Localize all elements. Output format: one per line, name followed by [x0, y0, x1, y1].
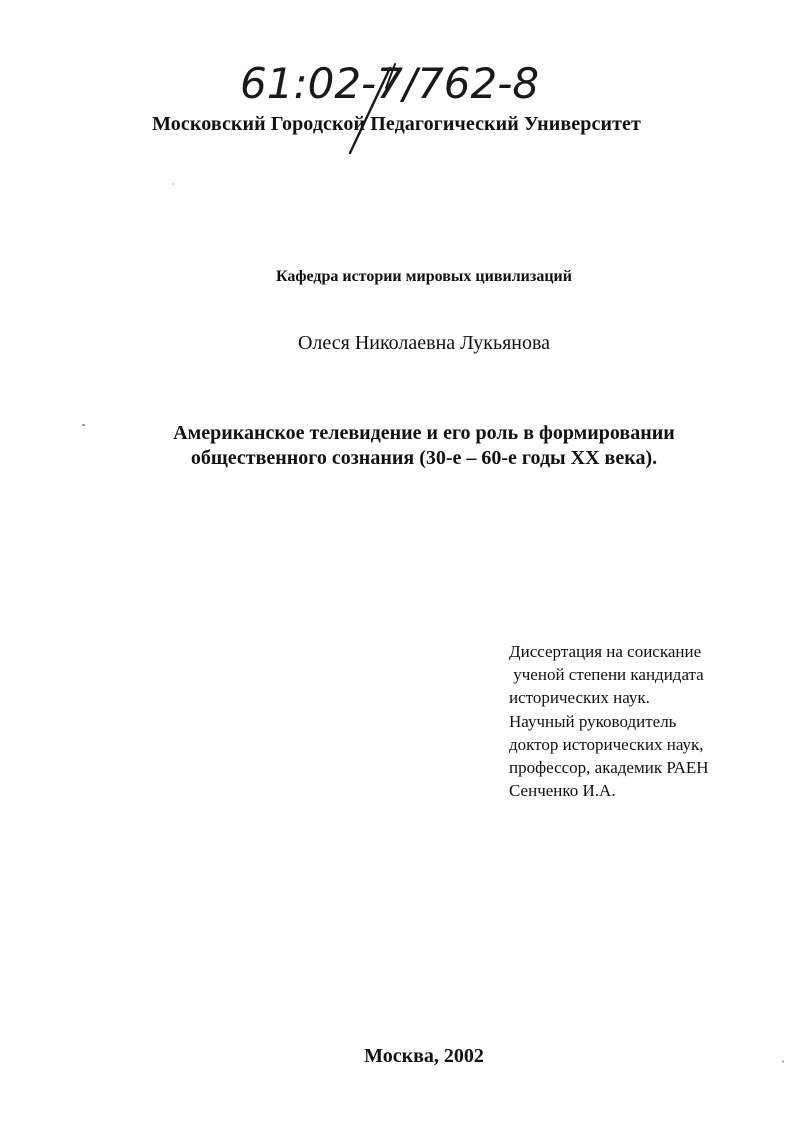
- university-name: Московский Городской Педагогический Университет: [152, 113, 641, 135]
- info-line: Научный руководитель: [509, 711, 677, 731]
- info-line: Диссертация на соискание: [509, 642, 702, 661]
- info-line: профессор, академик РАЕН: [509, 758, 709, 778]
- info-line: Сенченко И.А.: [509, 781, 616, 801]
- department-name: Кафедра истории мировых цивилизаций: [276, 268, 572, 285]
- info-line: доктор исторических наук,: [509, 734, 704, 754]
- handwritten-code-drawing: [232, 58, 540, 158]
- city-year: Москва, 2002: [364, 1045, 484, 1067]
- title-line-2: общественного сознания (30-е – 60-е годы XX века).: [190, 447, 658, 469]
- info-line: ученой степени кандидата: [509, 665, 704, 685]
- dissertation-title: [0, 421, 793, 471]
- scan-speck: [82, 424, 85, 426]
- handwritten-archive-code: [232, 58, 540, 158]
- scan-speck: [172, 183, 174, 185]
- dissertation-info-block: [509, 640, 769, 802]
- title-line-1: Американское телевидение и его роль в формировании: [173, 422, 675, 444]
- info-line: исторических наук.: [509, 688, 650, 708]
- handwritten-code-text: 61:02-7/762-8: [240, 59, 540, 108]
- author-name: Олеся Николаевна Лукьянова: [297, 332, 551, 354]
- scan-speck: [782, 1060, 784, 1063]
